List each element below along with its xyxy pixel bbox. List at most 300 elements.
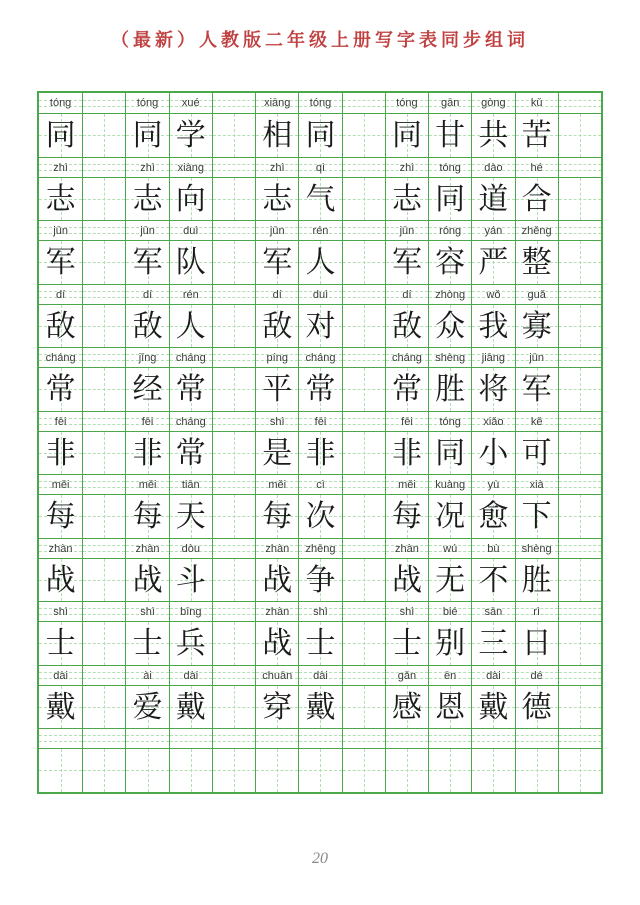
char-cell: 道 — [471, 178, 514, 221]
pinyin-cell: zhēng — [298, 539, 341, 558]
char-cell: 同 — [385, 114, 428, 157]
pinyin-cell: yù — [471, 475, 514, 494]
empty-char-cell — [125, 749, 168, 792]
pinyin-row — [39, 284, 601, 304]
empty-char-cell — [82, 114, 125, 157]
char-cell: 人 — [169, 305, 212, 348]
char-cell: 戴 — [169, 686, 212, 729]
char-cell: 军 — [515, 368, 558, 411]
char-cell: 士 — [39, 622, 82, 665]
empty-pinyin-cell — [82, 539, 125, 558]
pinyin-cell: ài — [125, 666, 168, 685]
empty-pinyin-cell — [428, 729, 471, 748]
char-cell: 非 — [298, 432, 341, 475]
pinyin-cell: fēi — [125, 412, 168, 431]
char-cell: 战 — [39, 559, 82, 602]
char-cell: 争 — [298, 559, 341, 602]
pinyin-cell: jūn — [515, 348, 558, 367]
empty-pinyin-cell — [82, 285, 125, 304]
pinyin-cell: jūn — [385, 221, 428, 240]
empty-pinyin-cell — [255, 729, 298, 748]
empty-pinyin-cell — [212, 158, 255, 177]
empty-pinyin-cell — [82, 475, 125, 494]
empty-char-cell — [212, 686, 255, 729]
empty-pinyin-cell — [342, 221, 385, 240]
pinyin-cell: sān — [471, 602, 514, 621]
pinyin-cell: dài — [298, 666, 341, 685]
empty-pinyin-cell — [82, 93, 125, 113]
character-row — [39, 431, 601, 475]
pinyin-cell: bié — [428, 602, 471, 621]
empty-pinyin-cell — [82, 602, 125, 621]
char-cell: 军 — [385, 241, 428, 284]
pinyin-cell: ēn — [428, 666, 471, 685]
pinyin-cell: zhì — [255, 158, 298, 177]
empty-pinyin-cell — [342, 729, 385, 748]
pinyin-cell: dài — [39, 666, 82, 685]
pinyin-cell: zhěng — [515, 221, 558, 240]
empty-char-cell — [342, 305, 385, 348]
pinyin-cell: gòng — [471, 93, 514, 113]
empty-char-cell — [342, 114, 385, 157]
character-row — [39, 367, 601, 411]
char-cell: 战 — [385, 559, 428, 602]
pinyin-cell: fēi — [298, 412, 341, 431]
pinyin-cell: zhàn — [255, 539, 298, 558]
character-row — [39, 304, 601, 348]
empty-pinyin-cell — [342, 475, 385, 494]
character-row — [39, 748, 601, 792]
char-cell: 常 — [298, 368, 341, 411]
pinyin-cell: fēi — [39, 412, 82, 431]
empty-pinyin-cell — [212, 221, 255, 240]
pinyin-cell: rén — [169, 285, 212, 304]
empty-pinyin-cell — [212, 93, 255, 113]
char-cell: 非 — [385, 432, 428, 475]
empty-char-cell — [212, 622, 255, 665]
pinyin-cell: měi — [39, 475, 82, 494]
char-cell: 不 — [471, 559, 514, 602]
char-cell: 志 — [125, 178, 168, 221]
char-cell: 是 — [255, 432, 298, 475]
character-row — [39, 685, 601, 729]
pinyin-cell: zhì — [125, 158, 168, 177]
empty-char-cell — [82, 241, 125, 284]
char-cell: 戴 — [471, 686, 514, 729]
pinyin-cell: měi — [125, 475, 168, 494]
char-cell: 对 — [298, 305, 341, 348]
empty-pinyin-cell — [558, 348, 601, 367]
pinyin-cell: shèng — [428, 348, 471, 367]
pinyin-cell: dí — [255, 285, 298, 304]
pinyin-cell: dài — [471, 666, 514, 685]
pinyin-cell: cháng — [39, 348, 82, 367]
pinyin-row — [39, 474, 601, 494]
char-cell: 学 — [169, 114, 212, 157]
pinyin-row — [39, 220, 601, 240]
pinyin-cell: dí — [125, 285, 168, 304]
char-cell: 下 — [515, 495, 558, 538]
pinyin-cell: qì — [298, 158, 341, 177]
empty-char-cell — [342, 241, 385, 284]
char-cell: 每 — [125, 495, 168, 538]
pinyin-cell: jūn — [39, 221, 82, 240]
char-cell: 战 — [125, 559, 168, 602]
empty-char-cell — [342, 368, 385, 411]
empty-pinyin-cell — [169, 729, 212, 748]
empty-pinyin-cell — [558, 539, 601, 558]
char-cell: 常 — [39, 368, 82, 411]
empty-char-cell — [342, 686, 385, 729]
pinyin-cell: dí — [385, 285, 428, 304]
char-cell: 甘 — [428, 114, 471, 157]
char-cell: 德 — [515, 686, 558, 729]
char-cell: 常 — [169, 432, 212, 475]
char-cell: 同 — [428, 178, 471, 221]
empty-char-cell — [212, 432, 255, 475]
pinyin-cell: měi — [255, 475, 298, 494]
char-cell: 经 — [125, 368, 168, 411]
char-cell: 非 — [39, 432, 82, 475]
empty-char-cell — [212, 368, 255, 411]
empty-pinyin-cell — [82, 729, 125, 748]
empty-pinyin-cell — [82, 412, 125, 431]
pinyin-cell: zhàn — [39, 539, 82, 558]
pinyin-cell: shì — [385, 602, 428, 621]
char-cell: 将 — [471, 368, 514, 411]
empty-char-cell — [255, 749, 298, 792]
pinyin-cell: wǒ — [471, 285, 514, 304]
empty-char-cell — [428, 749, 471, 792]
pinyin-cell: tóng — [298, 93, 341, 113]
char-cell: 严 — [471, 241, 514, 284]
char-cell: 常 — [385, 368, 428, 411]
empty-char-cell — [212, 114, 255, 157]
pinyin-cell: píng — [255, 348, 298, 367]
empty-pinyin-cell — [212, 475, 255, 494]
char-cell: 爱 — [125, 686, 168, 729]
empty-pinyin-cell — [515, 729, 558, 748]
empty-pinyin-cell — [212, 412, 255, 431]
pinyin-cell: dào — [471, 158, 514, 177]
char-cell: 敌 — [39, 305, 82, 348]
pinyin-cell: tóng — [385, 93, 428, 113]
char-cell: 容 — [428, 241, 471, 284]
char-cell: 军 — [125, 241, 168, 284]
pinyin-cell: tóng — [428, 158, 471, 177]
char-cell: 日 — [515, 622, 558, 665]
empty-pinyin-cell — [558, 158, 601, 177]
char-cell: 常 — [169, 368, 212, 411]
char-cell: 次 — [298, 495, 341, 538]
char-cell: 敌 — [385, 305, 428, 348]
char-cell: 众 — [428, 305, 471, 348]
char-cell: 敌 — [125, 305, 168, 348]
empty-pinyin-cell — [212, 348, 255, 367]
char-cell: 非 — [125, 432, 168, 475]
char-cell: 平 — [255, 368, 298, 411]
char-cell: 军 — [39, 241, 82, 284]
char-cell: 敌 — [255, 305, 298, 348]
character-row — [39, 113, 601, 157]
pinyin-cell: zhàn — [385, 539, 428, 558]
empty-pinyin-cell — [212, 285, 255, 304]
character-row — [39, 621, 601, 665]
empty-pinyin-cell — [558, 602, 601, 621]
pinyin-cell: rén — [298, 221, 341, 240]
empty-char-cell — [212, 495, 255, 538]
pinyin-row — [39, 665, 601, 685]
empty-char-cell — [342, 559, 385, 602]
empty-pinyin-cell — [82, 666, 125, 685]
empty-pinyin-cell — [342, 285, 385, 304]
pinyin-cell: shì — [298, 602, 341, 621]
empty-pinyin-cell — [212, 666, 255, 685]
pinyin-cell: yán — [471, 221, 514, 240]
char-cell: 天 — [169, 495, 212, 538]
char-cell: 同 — [125, 114, 168, 157]
char-cell: 向 — [169, 178, 212, 221]
char-cell: 戴 — [39, 686, 82, 729]
empty-char-cell — [212, 749, 255, 792]
empty-char-cell — [558, 305, 601, 348]
char-cell: 志 — [255, 178, 298, 221]
pinyin-cell: xià — [515, 475, 558, 494]
char-cell: 别 — [428, 622, 471, 665]
char-cell: 感 — [385, 686, 428, 729]
empty-pinyin-cell — [82, 221, 125, 240]
page-number: 20 — [312, 850, 328, 867]
pinyin-cell: tóng — [428, 412, 471, 431]
char-cell: 同 — [298, 114, 341, 157]
pinyin-cell: tiān — [169, 475, 212, 494]
empty-pinyin-cell — [342, 348, 385, 367]
pinyin-cell: xiàng — [169, 158, 212, 177]
empty-char-cell — [212, 559, 255, 602]
empty-char-cell — [558, 686, 601, 729]
pinyin-cell: bù — [471, 539, 514, 558]
empty-pinyin-cell — [558, 93, 601, 113]
pinyin-row — [39, 601, 601, 621]
empty-char-cell — [558, 178, 601, 221]
empty-pinyin-cell — [212, 539, 255, 558]
char-cell: 气 — [298, 178, 341, 221]
char-cell: 每 — [39, 495, 82, 538]
char-cell: 每 — [255, 495, 298, 538]
empty-char-cell — [471, 749, 514, 792]
empty-char-cell — [39, 749, 82, 792]
char-cell: 同 — [39, 114, 82, 157]
pinyin-cell: gān — [428, 93, 471, 113]
char-cell: 军 — [255, 241, 298, 284]
empty-pinyin-cell — [342, 412, 385, 431]
empty-pinyin-cell — [558, 666, 601, 685]
empty-pinyin-cell — [212, 602, 255, 621]
char-cell: 兵 — [169, 622, 212, 665]
char-cell: 小 — [471, 432, 514, 475]
empty-char-cell — [82, 178, 125, 221]
pinyin-cell: kǔ — [515, 93, 558, 113]
pinyin-row — [39, 411, 601, 431]
empty-pinyin-cell — [125, 729, 168, 748]
pinyin-row — [39, 728, 601, 748]
empty-char-cell — [558, 432, 601, 475]
char-cell: 无 — [428, 559, 471, 602]
char-cell: 士 — [298, 622, 341, 665]
pinyin-cell: kuàng — [428, 475, 471, 494]
char-cell: 胜 — [515, 559, 558, 602]
empty-char-cell — [212, 241, 255, 284]
pinyin-cell: měi — [385, 475, 428, 494]
pinyin-cell: cháng — [298, 348, 341, 367]
pinyin-cell: jīng — [125, 348, 168, 367]
pinyin-cell: duì — [298, 285, 341, 304]
pinyin-cell: shì — [255, 412, 298, 431]
empty-pinyin-cell — [558, 412, 601, 431]
empty-char-cell — [558, 368, 601, 411]
empty-char-cell — [342, 749, 385, 792]
char-cell: 可 — [515, 432, 558, 475]
empty-pinyin-cell — [558, 285, 601, 304]
char-cell: 志 — [385, 178, 428, 221]
char-cell: 斗 — [169, 559, 212, 602]
pinyin-cell: bīng — [169, 602, 212, 621]
empty-char-cell — [169, 749, 212, 792]
empty-char-cell — [515, 749, 558, 792]
char-cell: 人 — [298, 241, 341, 284]
empty-pinyin-cell — [342, 158, 385, 177]
pinyin-cell: cháng — [169, 412, 212, 431]
char-cell: 队 — [169, 241, 212, 284]
pinyin-row — [39, 93, 601, 113]
empty-char-cell — [342, 622, 385, 665]
empty-pinyin-cell — [558, 475, 601, 494]
empty-char-cell — [212, 305, 255, 348]
pinyin-cell: xiāng — [255, 93, 298, 113]
empty-char-cell — [385, 749, 428, 792]
pinyin-cell: cì — [298, 475, 341, 494]
char-cell: 合 — [515, 178, 558, 221]
char-cell: 同 — [428, 432, 471, 475]
char-cell: 愈 — [471, 495, 514, 538]
char-cell: 战 — [255, 622, 298, 665]
character-row — [39, 177, 601, 221]
empty-char-cell — [298, 749, 341, 792]
empty-pinyin-cell — [385, 729, 428, 748]
worksheet-grid — [37, 91, 603, 794]
char-cell: 相 — [255, 114, 298, 157]
char-cell: 况 — [428, 495, 471, 538]
pinyin-cell: fēi — [385, 412, 428, 431]
pinyin-cell: róng — [428, 221, 471, 240]
char-cell: 战 — [255, 559, 298, 602]
pinyin-cell: zhàn — [125, 539, 168, 558]
pinyin-cell: kě — [515, 412, 558, 431]
char-cell: 整 — [515, 241, 558, 284]
empty-pinyin-cell — [212, 729, 255, 748]
char-cell: 穿 — [255, 686, 298, 729]
pinyin-cell: zhòng — [428, 285, 471, 304]
empty-char-cell — [558, 114, 601, 157]
empty-pinyin-cell — [558, 221, 601, 240]
character-row — [39, 240, 601, 284]
pinyin-cell: shèng — [515, 539, 558, 558]
empty-char-cell — [82, 432, 125, 475]
empty-char-cell — [558, 749, 601, 792]
empty-char-cell — [82, 305, 125, 348]
empty-pinyin-cell — [342, 666, 385, 685]
pinyin-cell: hé — [515, 158, 558, 177]
pinyin-row — [39, 347, 601, 367]
pinyin-cell: shì — [125, 602, 168, 621]
pinyin-cell: xué — [169, 93, 212, 113]
pinyin-cell: cháng — [169, 348, 212, 367]
pinyin-cell: dòu — [169, 539, 212, 558]
pinyin-cell: cháng — [385, 348, 428, 367]
pinyin-row — [39, 538, 601, 558]
pinyin-cell: zhì — [39, 158, 82, 177]
pinyin-cell: zhì — [385, 158, 428, 177]
pinyin-cell: rì — [515, 602, 558, 621]
pinyin-cell: duì — [169, 221, 212, 240]
empty-char-cell — [82, 686, 125, 729]
char-cell: 我 — [471, 305, 514, 348]
empty-char-cell — [342, 495, 385, 538]
char-cell: 寡 — [515, 305, 558, 348]
pinyin-cell: tóng — [39, 93, 82, 113]
empty-pinyin-cell — [39, 729, 82, 748]
empty-char-cell — [558, 559, 601, 602]
pinyin-cell: jūn — [125, 221, 168, 240]
pinyin-cell: jiāng — [471, 348, 514, 367]
char-cell: 三 — [471, 622, 514, 665]
empty-char-cell — [558, 622, 601, 665]
char-cell: 志 — [39, 178, 82, 221]
char-cell: 恩 — [428, 686, 471, 729]
pinyin-row — [39, 157, 601, 177]
page-title: （最新）人教版二年级上册写字表同步组词 — [111, 30, 529, 50]
character-row — [39, 494, 601, 538]
empty-char-cell — [82, 368, 125, 411]
pinyin-cell: chuān — [255, 666, 298, 685]
empty-char-cell — [558, 495, 601, 538]
empty-char-cell — [342, 432, 385, 475]
pinyin-cell: tóng — [125, 93, 168, 113]
pinyin-cell: gǎn — [385, 666, 428, 685]
empty-char-cell — [342, 178, 385, 221]
empty-pinyin-cell — [558, 729, 601, 748]
empty-char-cell — [82, 495, 125, 538]
char-cell: 士 — [125, 622, 168, 665]
pinyin-cell: dé — [515, 666, 558, 685]
pinyin-cell: guǎ — [515, 285, 558, 304]
empty-pinyin-cell — [471, 729, 514, 748]
pinyin-cell: xiǎo — [471, 412, 514, 431]
empty-char-cell — [82, 559, 125, 602]
char-cell: 共 — [471, 114, 514, 157]
empty-char-cell — [558, 241, 601, 284]
empty-char-cell — [212, 178, 255, 221]
pinyin-cell: zhàn — [255, 602, 298, 621]
pinyin-cell: shì — [39, 602, 82, 621]
char-cell: 戴 — [298, 686, 341, 729]
char-cell: 苦 — [515, 114, 558, 157]
pinyin-cell: jūn — [255, 221, 298, 240]
empty-pinyin-cell — [342, 539, 385, 558]
empty-pinyin-cell — [82, 158, 125, 177]
empty-pinyin-cell — [82, 348, 125, 367]
pinyin-cell: dài — [169, 666, 212, 685]
